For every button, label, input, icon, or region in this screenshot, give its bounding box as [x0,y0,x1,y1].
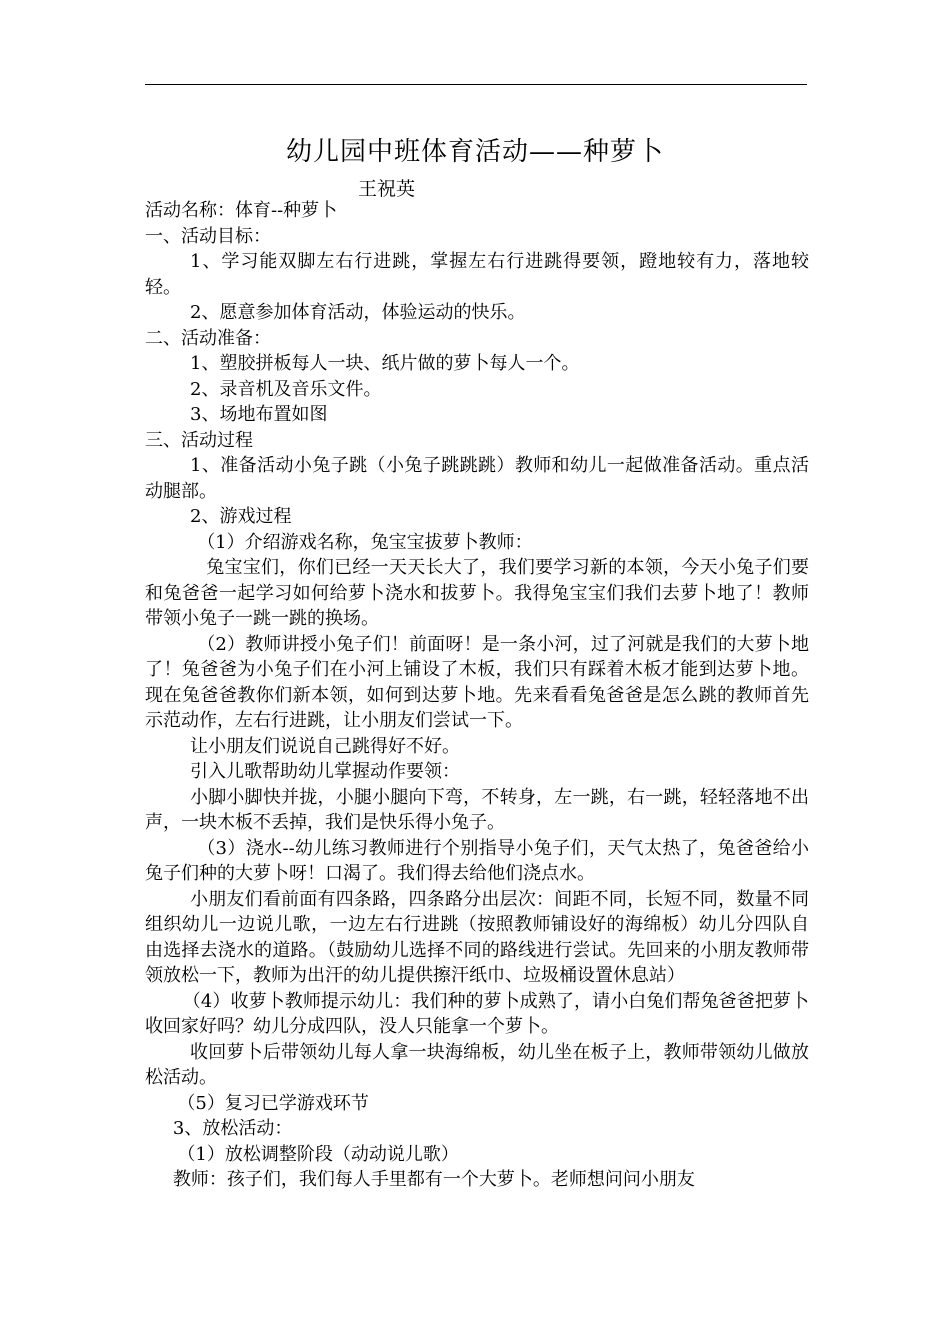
body-paragraph: 兔宝宝们，你们已经一天天长大了，我们要学习新的本领，今天小兔子们要和兔爸爸一起学习如何给萝卜浇水和拔萝卜。我得兔宝宝们我们去萝卜地了！教师带领小兔子一跳一跳的换场。 [145,557,809,629]
body-paragraph: 2、游戏过程 [190,506,292,527]
body-paragraph: 2、录音机及音乐文件。 [190,378,382,400]
document-author: 王祝英 [358,178,416,200]
body-paragraph: （3）浇水--幼儿练习教师进行个别指导小兔子们，天气太热了，兔爸爸给小兔子们种的大萝卜呀！口渴了。我们得去给他们浇点水。 [145,837,809,884]
body-paragraph: 活动名称：体育--种萝卜 [145,200,338,221]
body-paragraph: （2）教师讲授小兔子们！前面呀！是一条小河，过了河就是我们的大萝卜地了！兔爸爸为小兔子们在小河上铺设了木板，我们只有踩着木板才能到达萝卜地。现在兔爸爸教你们新本领，如何到达萝卜地。先来看看兔爸爸是怎么跳的教师首先示范动作，左右行进跳，让小朋友们尝试一下。 [145,633,809,731]
body-paragraph: 2、愿意参加体育活动，体验运动的快乐。 [190,302,526,323]
body-paragraph: 3、放松活动： [172,1118,293,1139]
body-paragraph: 1、塑胶拼板每人一块、纸片做的萝卜每人一个。 [190,353,580,374]
document-body [145,198,809,1193]
body-paragraph: 让小朋友们说说自己跳得好不好。 [190,735,460,757]
body-paragraph: 收回萝卜后带领幼儿每人拿一块海绵板，幼儿坐在板子上，教师带领幼儿做放松活动。 [145,1041,809,1088]
body-paragraph: （1）介绍游戏名称，兔宝宝拔萝卜教师： [197,531,533,553]
header-rule [145,84,807,85]
body-paragraph: 一、活动目标： [145,225,271,247]
body-paragraph: 1、学习能双脚左右行进跳，掌握左右行进跳得要领，蹬地较有力，落地较轻。 [145,251,809,298]
body-paragraph: 小朋友们看前面有四条路，四条路分出层次：间距不同，长短不同，数量不同组织幼儿一边说儿歌，一边左右行进跳（按照教师铺设好的海绵板）幼儿分四队自由选择去浇水的道路。（鼓励幼儿选择不同的路线进行尝试。先回来的小朋友教师带领放松一下，教师为出汗的幼儿提供擦汗纸巾、垃圾桶设置休息站） [145,888,809,986]
body-paragraph: 小脚小脚快并拢，小腿小腿向下弯，不转身，左一跳，右一跳，轻轻落地不出声，一块木板不丢掉，我们是快乐得小兔子。 [145,786,809,833]
body-paragraph: （5）复习已学游戏环节 [177,1092,369,1114]
body-paragraph: 二、活动准备： [145,327,271,349]
body-paragraph: （1）放松调整阶段（动动说儿歌） [177,1143,459,1165]
body-paragraph: （4）收萝卜教师提示幼儿：我们种的萝卜成熟了，请小白兔们帮兔爸爸把萝卜收回家好吗？幼儿分成四队，没人只能拿一个萝卜。 [145,990,809,1037]
body-paragraph: 引入儿歌帮助幼儿掌握动作要领： [190,761,460,782]
body-paragraph: 1、准备活动小兔子跳（小兔子跳跳跳）教师和幼儿一起做准备活动。重点活动腿部。 [145,455,809,502]
body-paragraph: 三、活动过程 [145,429,253,451]
body-paragraph: 教师：孩子们，我们每人手里都有一个大萝卜。老师想问问小朋友 [172,1169,695,1190]
body-paragraph: 3、场地布置如图 [190,404,328,425]
document-title: 幼儿园中班体育活动——种萝卜 [285,137,664,167]
